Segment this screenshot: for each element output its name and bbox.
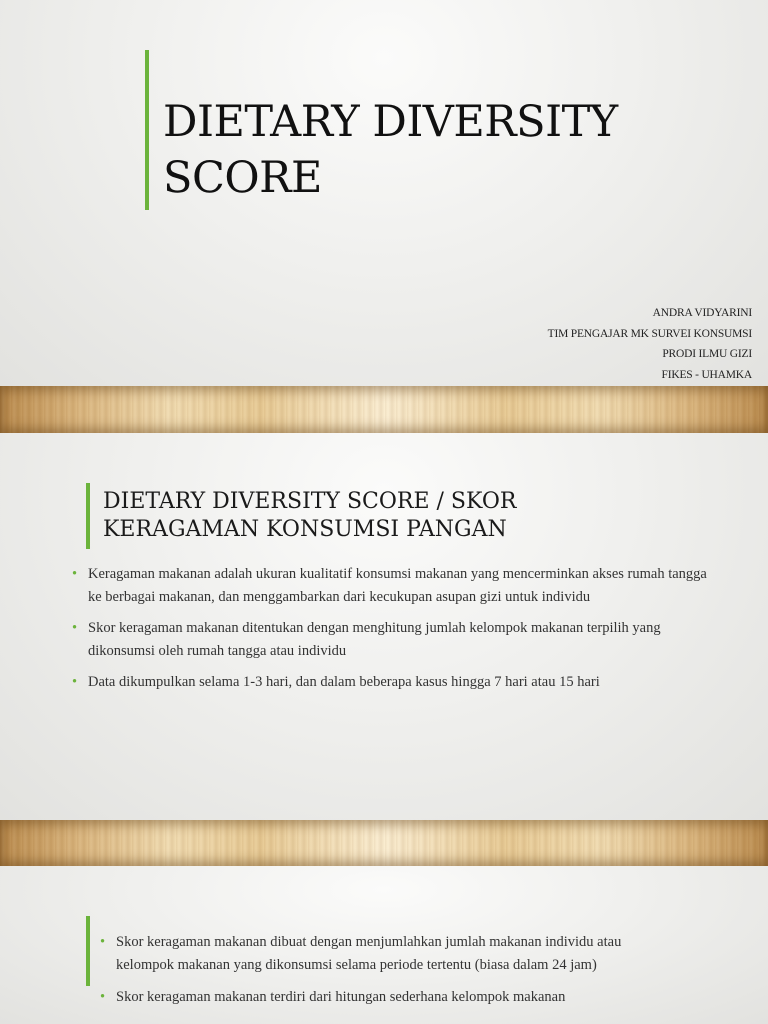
slide-2-title — [103, 488, 516, 544]
slide-2-accent-bar — [86, 483, 90, 549]
author-name: ANDRA VIDYARINI — [652, 307, 752, 319]
author-team: TIM PENGAJAR MK SURVEI KONSUMSI — [547, 327, 752, 340]
wood-divider-1 — [0, 386, 768, 433]
slide-1-title-line-1: DIETARY DIVERSITY — [163, 97, 618, 147]
slide-2-title-line-1: DIETARY DIVERSITY SCORE / SKOR — [103, 489, 517, 514]
slide-3-bullet-text: Skor keragaman makanan terdiri dari hitungan sederhana kelompok makanan — [116, 989, 566, 1005]
author-faculty: FIKES - UHAMKA — [661, 368, 752, 381]
bullet-dot-icon: • — [72, 674, 78, 690]
slide-2-bullet — [72, 617, 722, 662]
slide-3-bullet-text: Skor keragaman makanan dibuat dengan menjumlahkan jumlah makanan individu atau kelompok makanan yang dikonsumsi selama periode tertentu (biasa dalam 24 jam) — [116, 934, 622, 973]
bullet-dot-icon: • — [72, 566, 78, 582]
slide-2-bullet-text: Data dikumpulkan selama 1-3 hari, dan dalam beberapa kasus hingga 7 hari atau 15 hari — [88, 674, 600, 690]
slide-2-bullet-text: Skor keragaman makanan ditentukan dengan menghitung jumlah kelompok makanan terpilih yang dikonsumsi oleh rumah tangga atau individu — [88, 620, 661, 659]
author-info — [548, 303, 752, 385]
slide-2-title-line-2: KERAGAMAN KONSUMSI PANGAN — [103, 517, 507, 542]
slide-3-bullet-list — [100, 931, 670, 1009]
bullet-dot-icon: • — [72, 620, 78, 636]
slide-1-title-line-2: SCORE — [163, 153, 322, 203]
author-program: PRODI ILMU GIZI — [662, 348, 752, 360]
wood-divider-2 — [0, 820, 768, 866]
slide-2-bullet-list — [72, 563, 722, 694]
title-accent-bar — [145, 50, 149, 210]
slide-1 — [0, 0, 768, 386]
slide-3-accent-bar — [86, 916, 90, 986]
slide-2 — [0, 433, 768, 820]
slide-3 — [0, 866, 768, 1024]
slide-2-bullet — [72, 563, 722, 608]
slide-3-bullet — [100, 931, 670, 976]
slide-3-bullet — [100, 986, 670, 1009]
bullet-dot-icon: • — [100, 934, 106, 950]
slide-1-title — [163, 94, 618, 206]
slide-2-bullet — [72, 671, 722, 694]
slide-2-bullet-text: Keragaman makanan adalah ukuran kualitatif konsumsi makanan yang mencerminkan akses rumah tangga ke berbagai makanan, dan menggambarkan dari kecukupan asupan gizi untuk individu — [88, 566, 707, 605]
bullet-dot-icon: • — [100, 989, 106, 1005]
